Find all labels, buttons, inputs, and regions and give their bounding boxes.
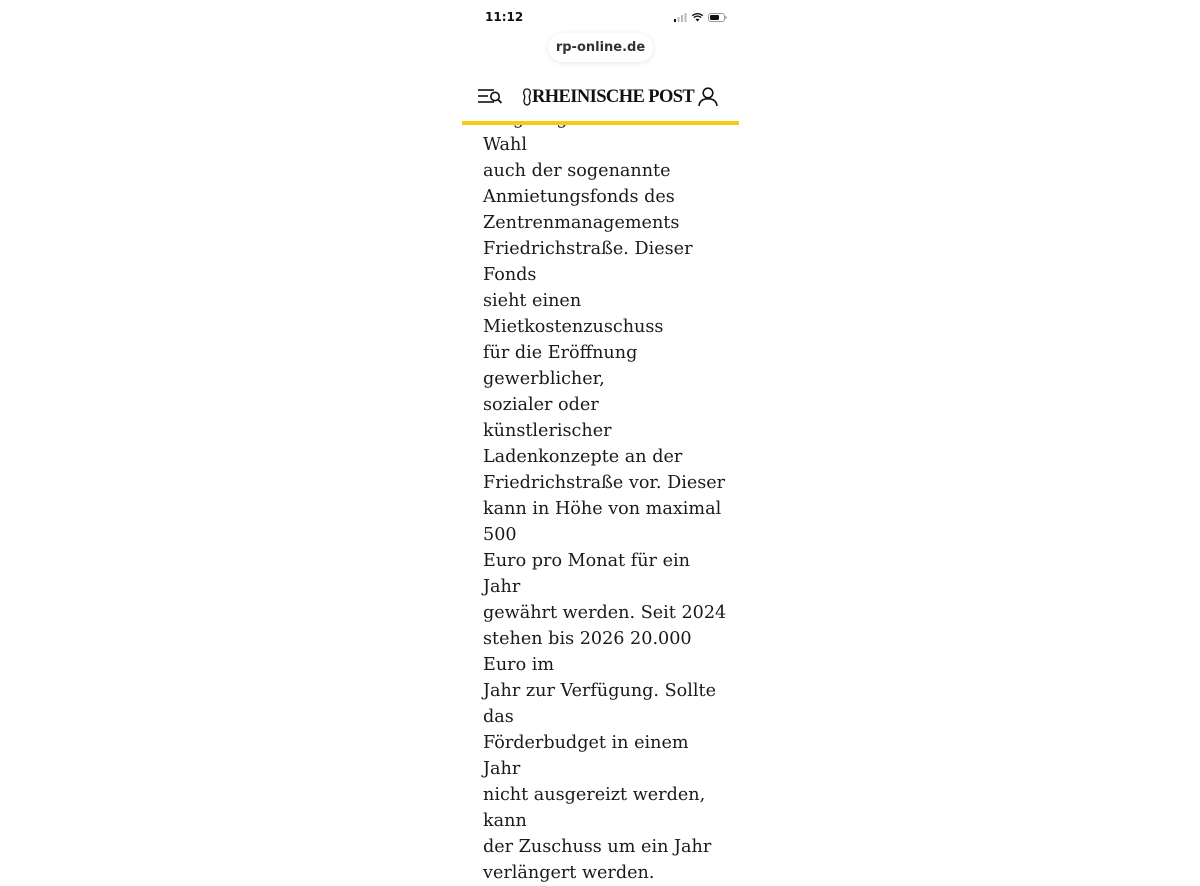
phone-screen	[462, 0, 739, 883]
logo-emblem-icon	[522, 88, 532, 106]
account-icon	[697, 86, 719, 108]
article-paragraph: auch der sogenannte Anmietungsfonds des Zentrenmanagements Friedrichstraße. Dieser Fonds sieht einen Mietkostenzuschuss für die Eröffnung gewerblicher, sozialer oder künstlerischer Ladenkonzepte an der Friedrichstraße vor. Dieser kann in Höhe von maximal 500 Euro pro Monat für ein Jahr gewährt werden. Seit 2024 stehen bis 2026 20.000 Euro im Jahr zur Verfügung. Sollte das Förderbudget in einem Jahr nicht ausgereizt werden, kann der Zuschuss um ein Jahr verlängert werden.	[483, 161, 727, 883]
account-button[interactable]	[697, 86, 719, 108]
site-header	[462, 73, 739, 125]
article-body	[483, 106, 728, 886]
wifi-icon	[692, 13, 703, 22]
status-icons	[674, 12, 727, 22]
site-logo[interactable]	[522, 85, 694, 109]
status-time: 11:12	[485, 10, 524, 24]
signal-icon	[674, 13, 687, 22]
address-bar[interactable]	[548, 33, 653, 62]
menu-search-button[interactable]	[476, 87, 504, 107]
url-text: rp-online.de	[555, 40, 646, 55]
menu-search-icon	[476, 87, 504, 107]
battery-icon	[708, 13, 727, 22]
status-bar	[462, 0, 739, 34]
logo-text: RHEINISCHE POST	[532, 86, 695, 107]
article-partial-line: Wahl	[483, 135, 528, 155]
